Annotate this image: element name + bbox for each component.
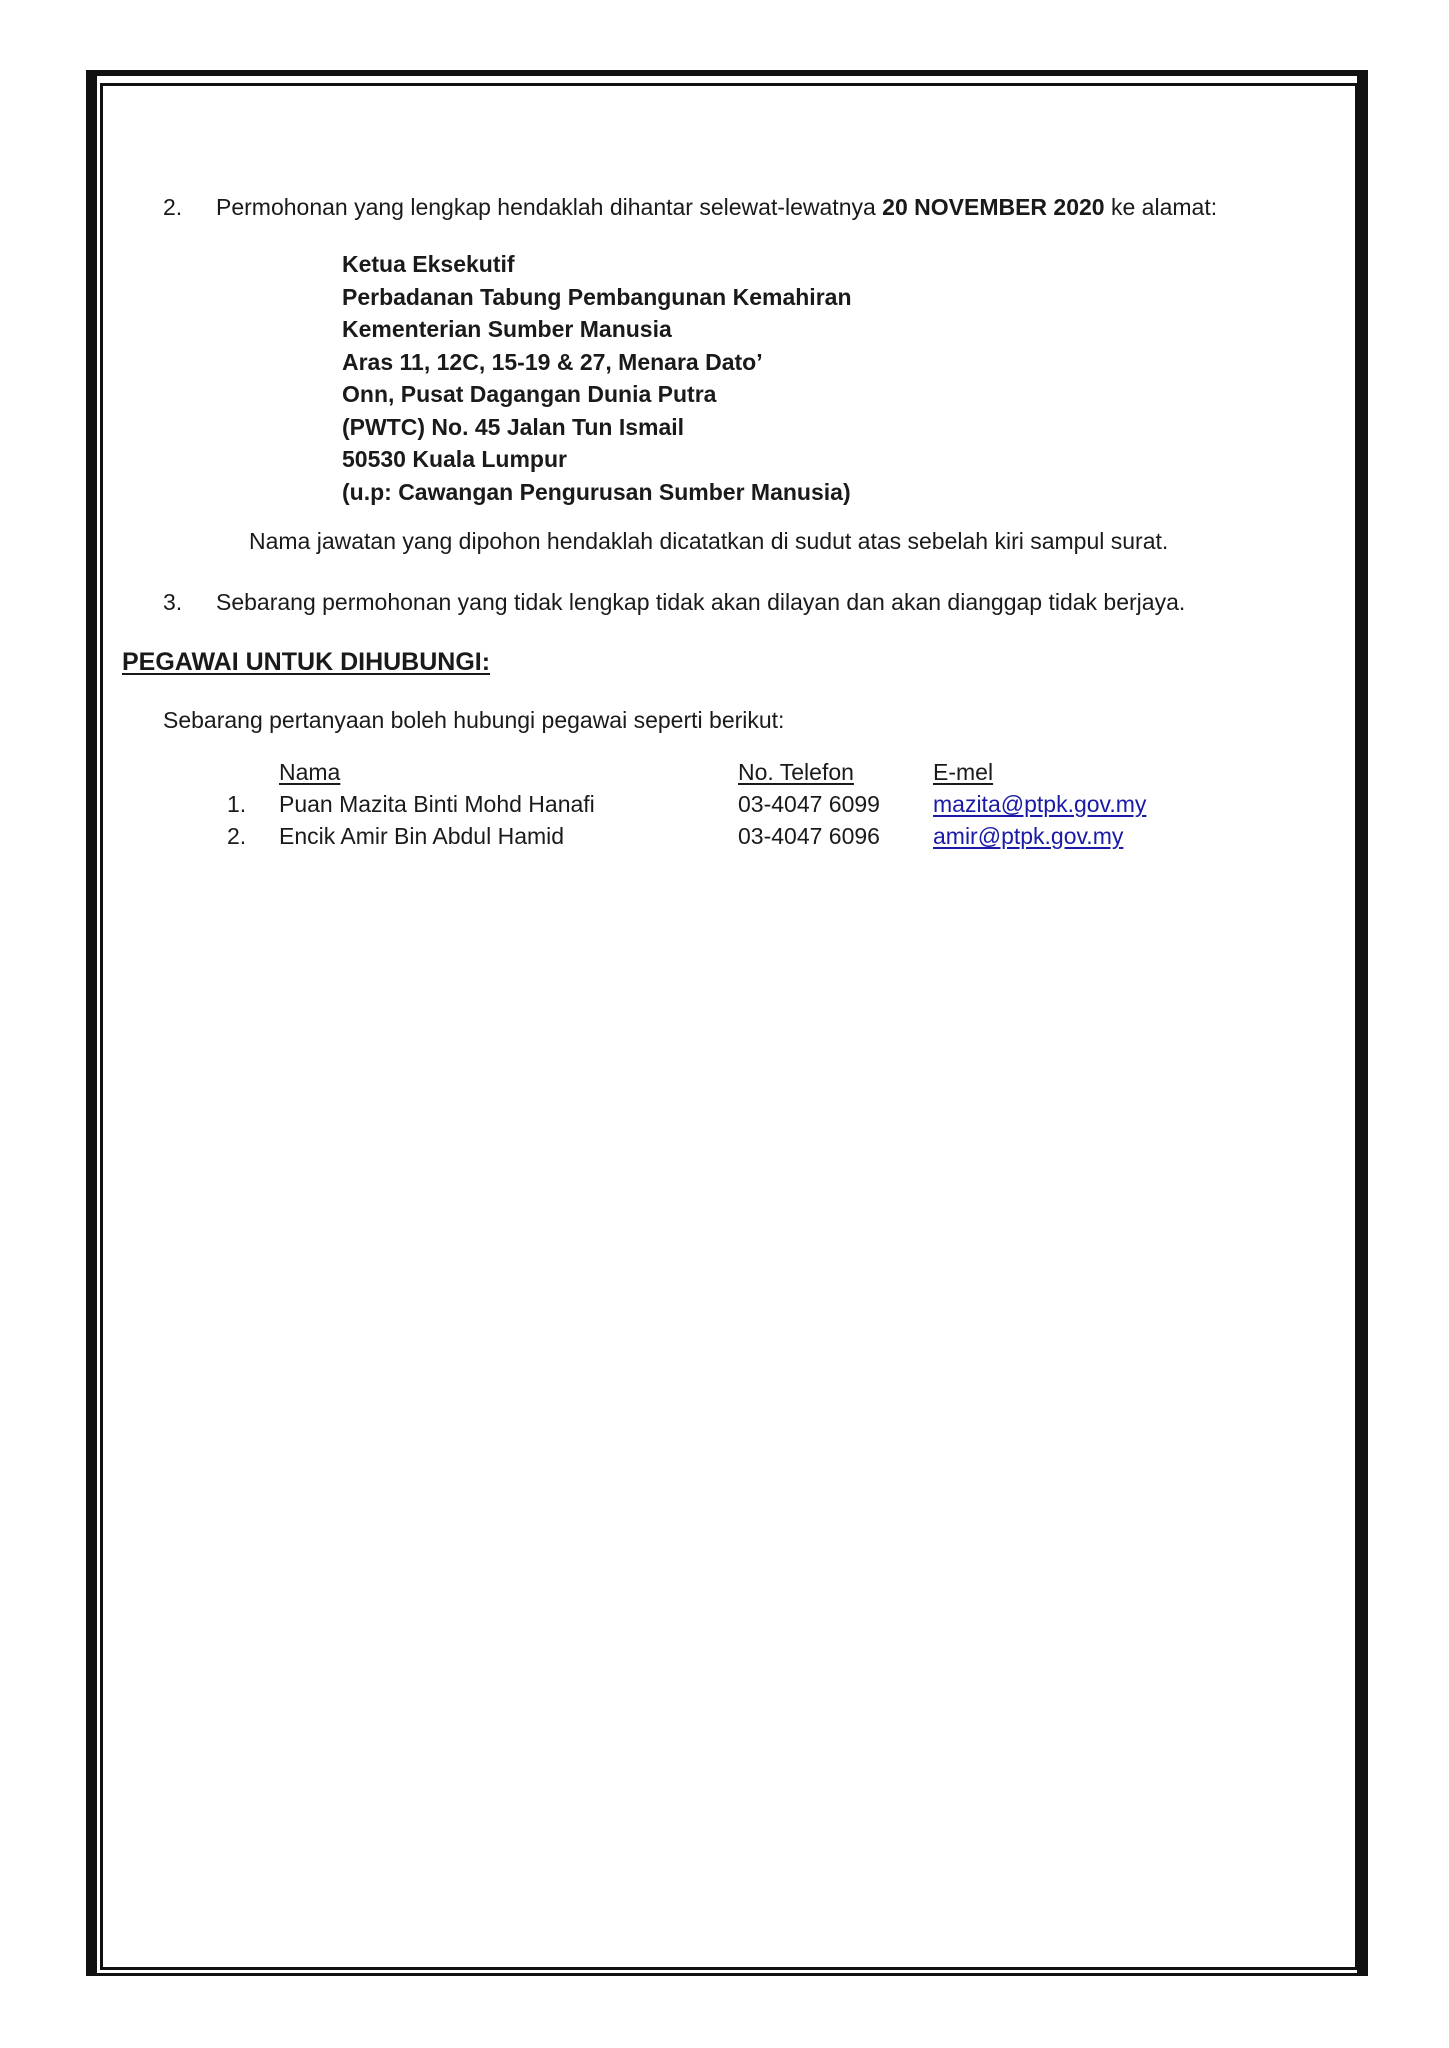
address-line: Perbadanan Tabung Pembangunan Kemahiran: [342, 283, 852, 310]
mailing-address: [342, 248, 852, 508]
address-line: Aras 11, 12C, 15-19 & 27, Menara Dato’: [342, 348, 763, 375]
contact-email-link[interactable]: mazita@ptpk.gov.my: [933, 791, 1147, 817]
contact-officers-heading: PEGAWAI UNTUK DIHUBUNGI:: [122, 648, 491, 676]
contact-name: Puan Mazita Binti Mohd Hanafi: [279, 791, 595, 817]
paragraph-2-text-end: ke alamat:: [1104, 194, 1218, 220]
column-header-phone: No. Telefon: [738, 759, 854, 785]
address-line: (u.p: Cawangan Pengurusan Sumber Manusia): [342, 478, 851, 505]
address-line: Kementerian Sumber Manusia: [342, 316, 672, 342]
paragraph-3-text: Sebarang permohonan yang tidak lengkap tidak akan dilayan dan akan dianggap tidak berjaya.: [216, 589, 1186, 615]
address-line: Ketua Eksekutif: [342, 251, 515, 277]
row-index: 1.: [227, 791, 247, 817]
contact-phone: 03-4047 6099: [738, 791, 880, 817]
paragraph-2-text: Permohonan yang lengkap hendaklah dihantar selewat-lewatnya: [216, 194, 883, 220]
row-index: 2.: [227, 823, 247, 849]
column-header-email: E-mel: [933, 759, 994, 785]
envelope-note: Nama jawatan yang dipohon hendaklah dicatatkan di sudut atas sebelah kiri sampul surat.: [249, 528, 1169, 554]
contact-phone: 03-4047 6096: [738, 823, 880, 849]
contact-intro: Sebarang pertanyaan boleh hubungi pegawai seperti berikut:: [163, 707, 785, 733]
column-header-name: Nama: [279, 759, 341, 785]
paragraph-2: [216, 193, 1217, 221]
paragraph-2-number: 2.: [163, 194, 183, 220]
paragraph-3-number: 3.: [163, 589, 183, 615]
address-line: Onn, Pusat Dagangan Dunia Putra: [342, 381, 717, 407]
address-line: (PWTC) No. 45 Jalan Tun Ismail: [342, 413, 685, 440]
table-row: [0, 790, 1449, 822]
address-line: 50530 Kuala Lumpur: [342, 446, 567, 472]
deadline-date: 20 NOVEMBER 2020: [882, 194, 1105, 220]
table-row: [0, 822, 1449, 854]
contact-email-link[interactable]: amir@ptpk.gov.my: [933, 823, 1124, 849]
contact-name: Encik Amir Bin Abdul Hamid: [279, 823, 565, 849]
table-header-row: [0, 758, 1449, 790]
